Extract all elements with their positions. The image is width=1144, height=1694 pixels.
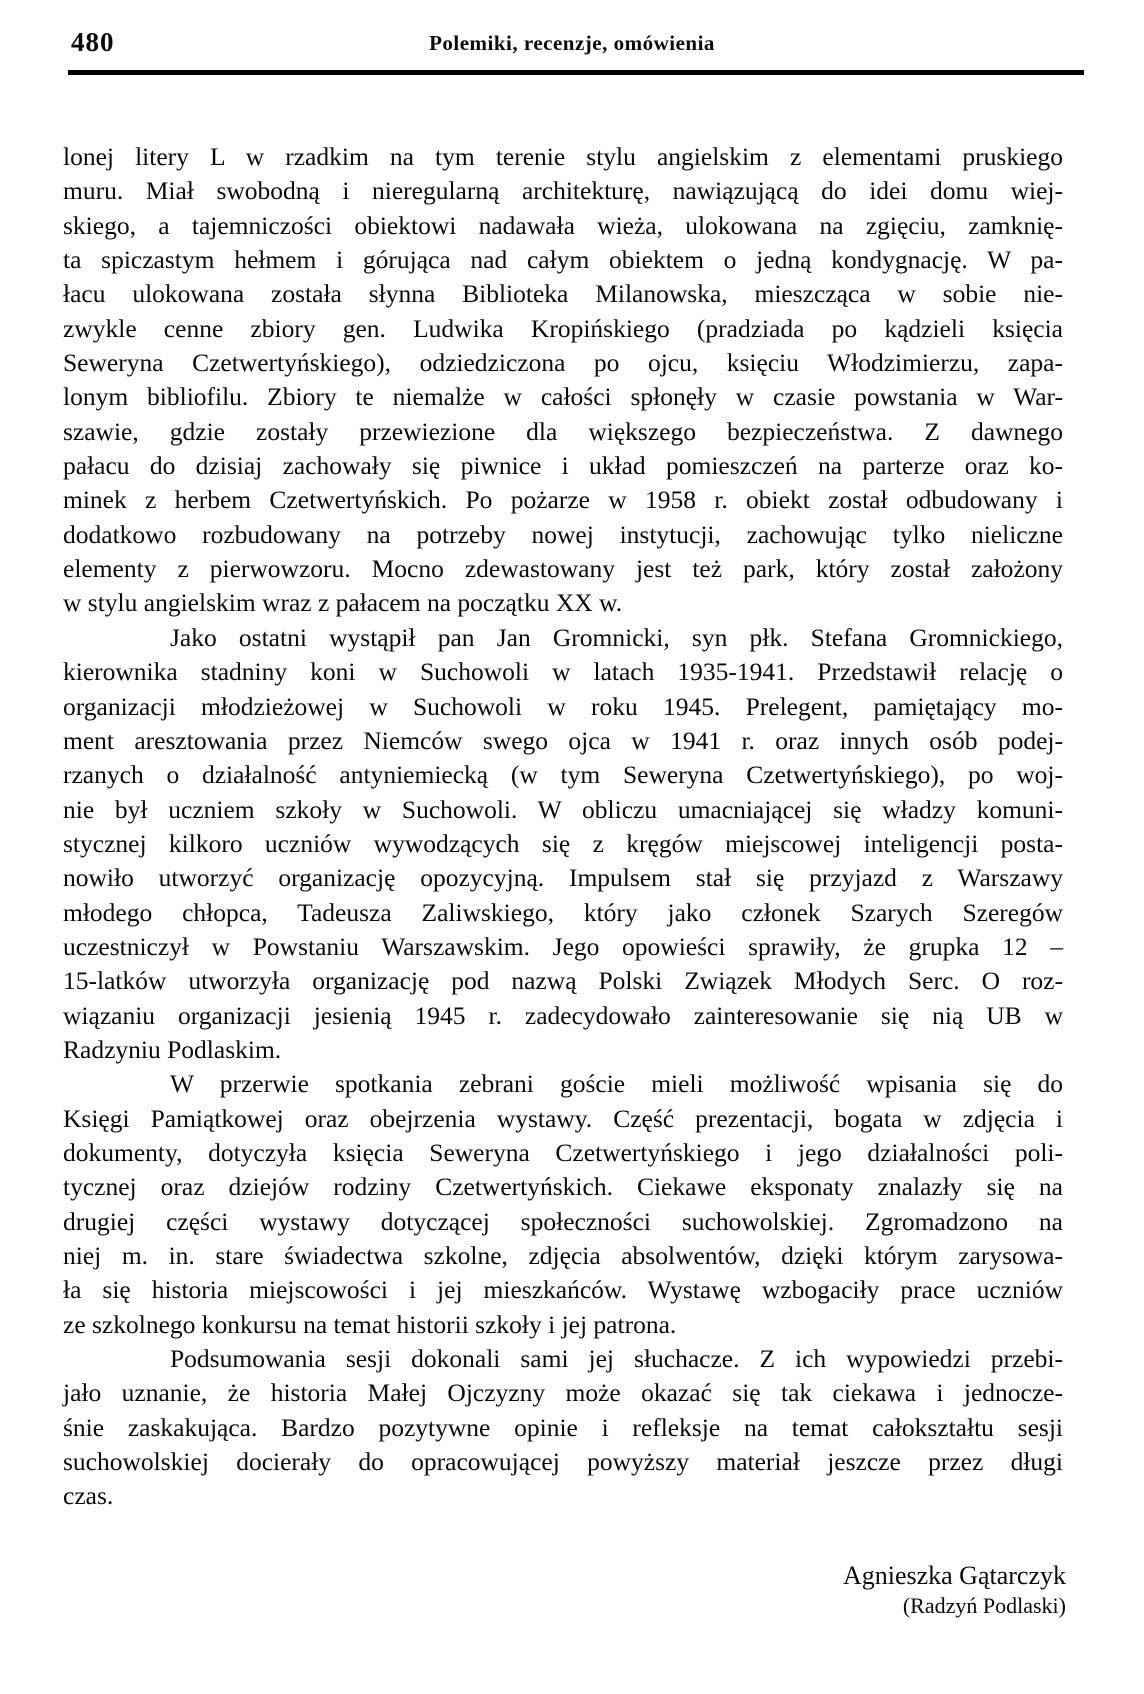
article-body <box>63 140 1063 1514</box>
text-line: ze szkolnego konkursu na temat historii szkoły i jej patrona. <box>63 1309 677 1339</box>
signature-block <box>843 1560 1066 1620</box>
text-line: uczestniczył w Powstaniu Warszawskim. Jego opowieści sprawiły, że grupka 12 – <box>63 931 1063 961</box>
text-line: Księgi Pamiątkowej oraz obejrzenia wystawy. Część prezentacji, bogata w zdjęcia i <box>63 1103 1063 1133</box>
text-line: minek z herbem Czetwertyńskich. Po pożarze w 1958 r. obiekt został odbudowany i <box>63 485 1063 515</box>
text-line: Podsumowania sesji dokonali sami jej słuchacze. Z ich wypowiedzi przebi- <box>170 1344 1063 1374</box>
text-line: organizacji młodzieżowej w Suchowoli w roku 1945. Prelegent, pamiętający mo- <box>63 691 1063 721</box>
text-line: muru. Miał swobodną i nieregularną architekturę, nawiązującą do idei domu wiej- <box>63 176 1063 206</box>
text-line: kierownika stadniny koni w Suchowoli w latach 1935-1941. Przedstawił relację o <box>63 657 1063 687</box>
text-line: rzanych o działalność antyniemiecką (w tym Seweryna Czetwertyńskiego), po woj- <box>63 760 1063 790</box>
text-line: ta spiczastym hełmem i górująca nad całym obiektem o jedną kondygnację. W pa- <box>63 245 1063 275</box>
text-line: łacu ulokowana została słynna Biblioteka Milanowska, mieszcząca w sobie nie- <box>63 279 1063 309</box>
text-line: dokumenty, dotyczyła księcia Seweryna Czetwertyńskiego i jego działalności poli- <box>63 1137 1063 1167</box>
running-head: Polemiki, recenzje, omówienia <box>429 31 715 55</box>
text-line: Radzyniu Podlaskim. <box>63 1034 282 1064</box>
text-line: W przerwie spotkania zebrani goście mieli możliwość wpisania się do <box>170 1069 1063 1099</box>
text-line: skiego, a tajemniczości obiektowi nadawała wieża, ulokowana na zgięciu, zamknię- <box>63 210 1063 240</box>
text-line: szawie, gdzie zostały przewiezione dla większego bezpieczeństwa. Z dawnego <box>63 416 1063 446</box>
header-rule <box>68 70 1084 75</box>
text-line: Seweryna Czetwertyńskiego), odziedziczona po ojcu, księciu Włodzimierzu, zapa- <box>63 348 1063 378</box>
text-line: lonej litery L w rzadkim na tym terenie stylu angielskim z elementami pruskiego <box>63 142 1063 171</box>
text-line: tycznej oraz dziejów rodziny Czetwertyńskich. Ciekawe eksponaty znalazły się na <box>63 1172 1063 1202</box>
text-line: w stylu angielskim wraz z pałacem na początku XX w. <box>63 588 623 618</box>
text-line: pałacu do dzisiaj zachowały się piwnice i układ pomieszczeń na parterze oraz ko- <box>63 451 1063 481</box>
signature-author: Agnieszka Gątarczyk <box>842 1561 1066 1590</box>
text-line: ment aresztowania przez Niemców swego ojca w 1941 r. oraz innych osób podej- <box>63 725 1063 755</box>
text-line: zwykle cenne zbiory gen. Ludwika Kropińskiego (pradziada po kądzieli księcia <box>63 313 1063 343</box>
text-line: Jako ostatni wystąpił pan Jan Gromnicki, syn płk. Stefana Gromnickiego, <box>170 622 1063 652</box>
text-line: jało uznanie, że historia Małej Ojczyzny może okazać się tak ciekawa i jednocze- <box>63 1378 1063 1408</box>
text-line: śnie zaskakująca. Bardzo pozytywne opinie i refleksje na temat całokształtu sesji <box>63 1412 1063 1442</box>
text-line: drugiej części wystawy dotyczącej społeczności suchowolskiej. Zgromadzono na <box>63 1206 1063 1236</box>
text-line: ła się historia miejscowości i jej mieszkańców. Wystawę wzbogaciły prace uczniów <box>63 1275 1063 1305</box>
text-line: czas. <box>63 1481 114 1511</box>
text-line: niej m. in. stare świadectwa szkolne, zdjęcia absolwentów, dzięki którym zarysowa- <box>63 1241 1063 1270</box>
page-number: 480 <box>71 27 115 57</box>
text-line: nie był uczniem szkoły w Suchowoli. W obliczu umacniającej się władzy komuni- <box>63 794 1063 824</box>
text-line: stycznej kilkoro uczniów wywodzących się z kręgów miejscowej inteligencji posta- <box>63 828 1063 858</box>
signature-location: (Radzyń Podlaski) <box>902 1593 1066 1618</box>
text-line: elementy z pierwowzoru. Mocno zdewastowany jest też park, który został założony <box>63 554 1063 584</box>
text-line: dodatkowo rozbudowany na potrzeby nowej instytucji, zachowując tylko nieliczne <box>63 519 1063 549</box>
text-line: lonym bibliofilu. Zbiory te niemalże w całości spłonęły w czasie powstania w War- <box>63 382 1063 412</box>
text-line: nowiło utworzyć organizację opozycyjną. Impulsem stał się przyjazd z Warszawy <box>63 863 1063 893</box>
text-line: suchowolskiej docierały do opracowującej powyższy materiał jeszcze przez długi <box>63 1447 1063 1477</box>
text-line: wiązaniu organizacji jesienią 1945 r. zadecydowało zainteresowanie się nią UB w <box>63 1000 1063 1030</box>
text-line: młodego chłopca, Tadeusza Zaliwskiego, który jako członek Szarych Szeregów <box>63 897 1063 927</box>
text-line: 15-latków utworzyła organizację pod nazwą Polski Związek Młodych Serc. O roz- <box>63 966 1063 996</box>
